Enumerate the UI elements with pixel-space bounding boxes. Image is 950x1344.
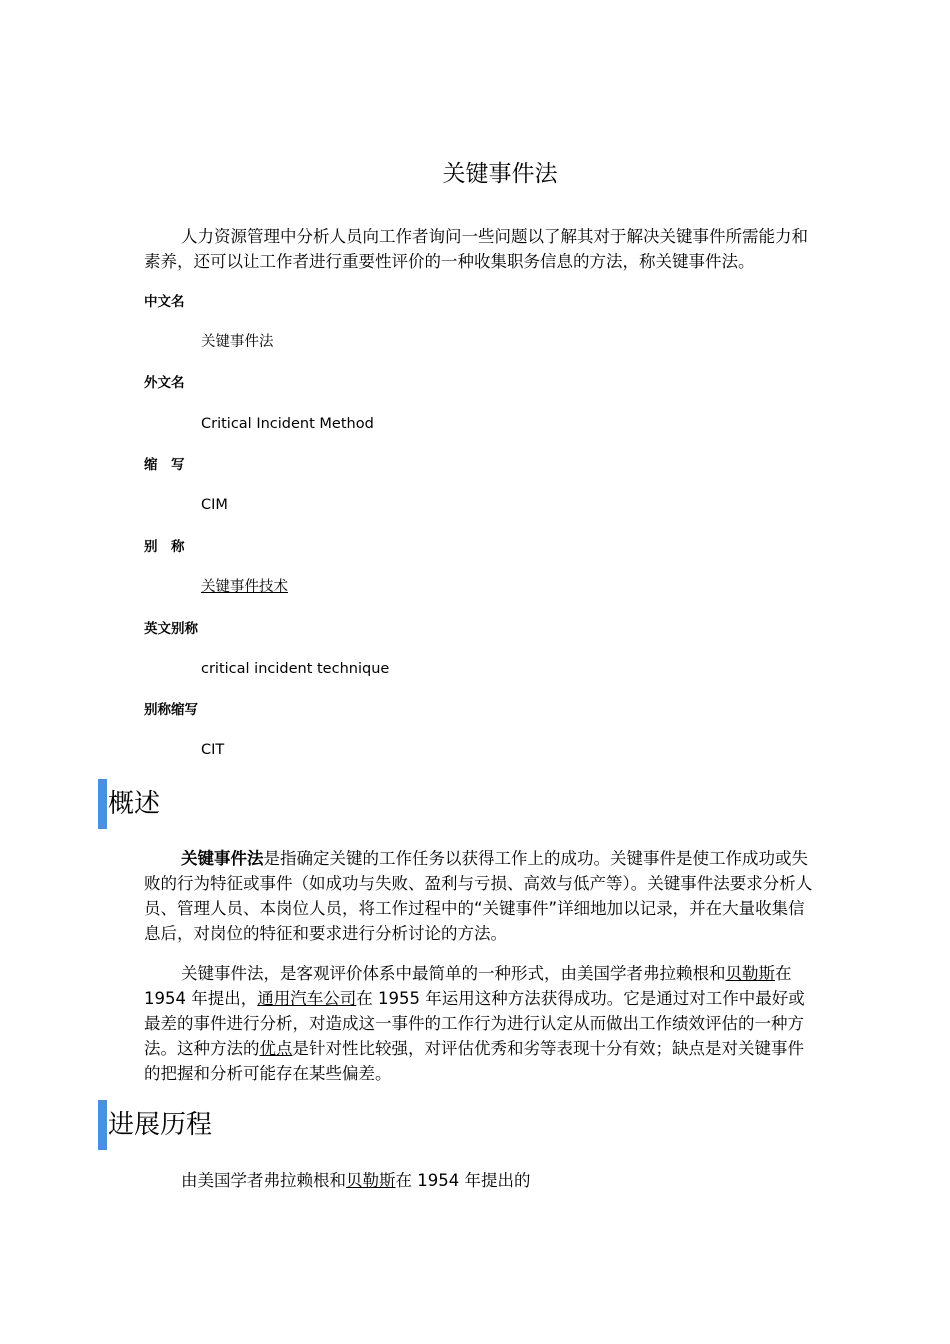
paragraph-text: 在 1954 年提出， (144, 964, 792, 1008)
overview-paragraph-2 (144, 961, 814, 1086)
section-accent-bar (98, 1100, 107, 1150)
paragraph-text: 关键事件法，是客观评价体系中最简单的一种形式，由美国学者弗拉赖根和 (181, 964, 726, 983)
paragraph-text: 由美国学者弗拉赖根和 (181, 1171, 346, 1190)
paragraph-text: 是指确定关键的工作任务以获得工作上的成功。关键事件是使工作成功或失败的行为特征或事件（如成功与失败、盈利与亏损、高效与低产等）。关键事件法要求分析人员、管理人员、本岗位人员，将工作过程中的“关键事件”详细地加以记录，并在大量收集信息后，对岗位的特征和要求进行分析讨论的方法。 (144, 849, 813, 943)
term-bold: 关键事件法 (181, 849, 264, 868)
page-title: 关键事件法 (442, 161, 558, 187)
info-label-english-alias: 英文别称 (144, 621, 198, 637)
info-label-alias-abbreviation: 别称缩写 (144, 702, 198, 718)
section-heading-overview (98, 779, 398, 829)
info-value-english-alias: critical incident technique (201, 661, 390, 677)
info-label-alias: 别 称 (144, 539, 185, 555)
link-beles[interactable]: 贝勒斯 (725, 964, 775, 983)
link-beles[interactable]: 贝勒斯 (346, 1171, 396, 1190)
paragraph-text: 在 1955 年运用这种方法获得成功。它是通过对工作中最好或最差的事件进行分析，对造成这一事件的工作行为进行认定从而做出工作绩效评估的一种方法。这种方法的 (144, 989, 805, 1058)
info-label-chinese-name: 中文名 (144, 294, 185, 310)
info-value-chinese-name: 关键事件法 (201, 334, 274, 350)
section-heading-history (98, 1100, 398, 1150)
info-value-alias-link[interactable]: 关键事件技术 (201, 579, 288, 595)
section-title: 概述 (108, 789, 161, 819)
link-advantage[interactable]: 优点 (259, 1039, 293, 1058)
history-paragraph-1 (144, 1168, 814, 1193)
overview-paragraph-1 (144, 846, 814, 946)
info-value-foreign-name: Critical Incident Method (201, 416, 374, 432)
intro-paragraph: 人力资源管理中分析人员向工作者询问一些问题以了解其对于解决关键事件所需能力和素养，还可以让工作者进行重要性评价的一种收集职务信息的方法，称关键事件法。 (144, 227, 808, 271)
info-value-alias-abbreviation: CIT (201, 742, 225, 758)
paragraph-text: 是针对性比较强，对评估优秀和劣等表现十分有效；缺点是对关键事件的把握和分析可能存在某些偏差。 (144, 1039, 804, 1083)
section-accent-bar (98, 779, 107, 829)
info-label-abbreviation: 缩 写 (144, 457, 185, 473)
link-general-motors[interactable]: 通用汽车公司 (257, 989, 357, 1008)
info-value-abbreviation: CIM (201, 497, 228, 513)
paragraph-text: 在 1954 年提出的 (395, 1171, 531, 1190)
section-title: 进展历程 (108, 1110, 213, 1140)
info-label-foreign-name: 外文名 (144, 375, 185, 391)
